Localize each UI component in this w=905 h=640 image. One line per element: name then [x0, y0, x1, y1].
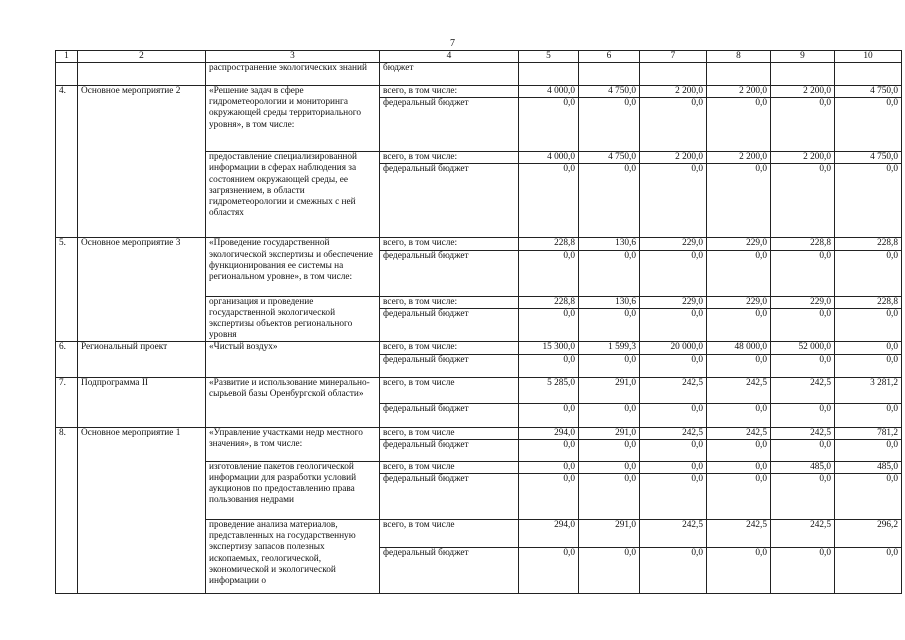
table-row [56, 63, 902, 86]
value-cell: 0,0 [640, 354, 707, 377]
value-cell: 0,0 [707, 164, 771, 238]
source-label: бюджет [380, 63, 519, 86]
value-cell: 781,2 [835, 427, 902, 439]
value-cell: 0,0 [640, 164, 707, 238]
value-cell: 130,6 [579, 296, 640, 308]
activity-desc: «Управление участками недр местного значения», в том числе: [206, 427, 380, 461]
value-cell: 242,5 [707, 427, 771, 439]
source-label: федеральный бюджет [380, 403, 519, 427]
value-cell: 0,0 [835, 403, 902, 427]
col-header: 10 [835, 51, 902, 63]
value-cell: 228,8 [835, 238, 902, 250]
col-header: 9 [771, 51, 835, 63]
activity-desc: «Проведение государственной экологической экспертизы и обеспечение функционирования ее системы на региональном уровне», в том числе: [206, 238, 380, 296]
col-header: 5 [519, 51, 579, 63]
value-cell: 291,0 [579, 377, 640, 403]
col-header: 2 [78, 51, 206, 63]
value-cell: 0,0 [771, 439, 835, 461]
value-cell: 0,0 [835, 98, 902, 152]
row-number: 6. [56, 342, 78, 377]
row-number: 8. [56, 427, 78, 593]
value-cell: 242,5 [640, 427, 707, 439]
value-cell: 0,0 [519, 308, 579, 341]
source-label: всего, в том числе: [380, 238, 519, 250]
value-cell: 0,0 [579, 461, 640, 473]
value-cell: 294,0 [519, 520, 579, 548]
activity-desc: «Развитие и использование минерально-сырьевой базы Оренбургской области» [206, 377, 380, 427]
value-cell: 0,0 [771, 354, 835, 377]
table-row [56, 427, 902, 439]
value-cell: 0,0 [707, 439, 771, 461]
value-cell: 2 200,0 [771, 86, 835, 98]
source-label: федеральный бюджет [380, 439, 519, 461]
value-cell: 4 000,0 [519, 86, 579, 98]
value-cell: 296,2 [835, 520, 902, 548]
value-cell: 0,0 [771, 403, 835, 427]
activity-name: Основное мероприятие 1 [78, 427, 206, 593]
value-cell: 3 281,2 [835, 377, 902, 403]
source-label: всего, в том числе: [380, 152, 519, 164]
row-number: 7. [56, 377, 78, 427]
value-cell: 485,0 [771, 461, 835, 473]
table-row [56, 86, 902, 98]
value-cell: 0,0 [707, 354, 771, 377]
value-cell: 228,8 [835, 296, 902, 308]
source-label: федеральный бюджет [380, 548, 519, 594]
value-cell: 0,0 [771, 474, 835, 520]
value-cell: 228,8 [519, 296, 579, 308]
value-cell: 0,0 [640, 98, 707, 152]
value-cell: 0,0 [519, 354, 579, 377]
col-header: 6 [579, 51, 640, 63]
value-cell: 4 750,0 [835, 152, 902, 164]
value-cell: 2 200,0 [640, 86, 707, 98]
value-cell: 0,0 [579, 403, 640, 427]
value-cell: 0,0 [707, 461, 771, 473]
value-cell: 0,0 [640, 548, 707, 594]
value-cell: 0,0 [519, 98, 579, 152]
value-cell: 0,0 [579, 308, 640, 341]
activity-desc: организация и проведение государственной экологической экспертизы объектов регионального уровня [206, 296, 380, 342]
budget-table [55, 50, 902, 594]
value-cell: 0,0 [640, 474, 707, 520]
value-cell: 0,0 [707, 98, 771, 152]
value-cell: 228,8 [771, 238, 835, 250]
value-cell: 0,0 [835, 250, 902, 296]
value-cell: 0,0 [579, 439, 640, 461]
value-cell: 291,0 [579, 520, 640, 548]
value-cell: 242,5 [771, 427, 835, 439]
value-cell: 229,0 [640, 296, 707, 308]
activity-name: Региональный проект [78, 342, 206, 377]
activity-name: Основное мероприятие 2 [78, 86, 206, 238]
source-label: федеральный бюджет [380, 474, 519, 520]
source-label: федеральный бюджет [380, 308, 519, 341]
value-cell: 242,5 [640, 377, 707, 403]
value-cell: 0,0 [640, 439, 707, 461]
value-cell: 294,0 [519, 427, 579, 439]
value-cell: 0,0 [519, 250, 579, 296]
value-cell: 20 000,0 [640, 342, 707, 354]
value-cell: 48 000,0 [707, 342, 771, 354]
source-label: всего, в том числе [380, 377, 519, 403]
value-cell: 0,0 [579, 548, 640, 594]
table-row [56, 238, 902, 250]
activity-name: Подпрограмма II [78, 377, 206, 427]
value-cell: 0,0 [835, 548, 902, 594]
value-cell: 0,0 [640, 461, 707, 473]
value-cell: 0,0 [707, 403, 771, 427]
value-cell: 4 750,0 [579, 152, 640, 164]
value-cell: 0,0 [707, 308, 771, 341]
source-label: всего, в том числе [380, 520, 519, 548]
value-cell: 0,0 [771, 250, 835, 296]
value-cell: 0,0 [579, 98, 640, 152]
col-header: 7 [640, 51, 707, 63]
value-cell: 242,5 [707, 520, 771, 548]
source-label: всего, в том числе: [380, 296, 519, 308]
value-cell: 291,0 [579, 427, 640, 439]
value-cell: 0,0 [835, 474, 902, 520]
value-cell: 15 300,0 [519, 342, 579, 354]
source-label: федеральный бюджет [380, 164, 519, 238]
value-cell: 0,0 [579, 474, 640, 520]
source-label: всего, в том числе: [380, 86, 519, 98]
source-label: всего, в том числе [380, 427, 519, 439]
value-cell: 0,0 [771, 308, 835, 341]
value-cell: 0,0 [579, 164, 640, 238]
activity-desc: проведение анализа материалов, представленных на государственную экспертизу запасов полезных ископаемых, геологической, экономической и экологической информации о [206, 520, 380, 594]
value-cell: 242,5 [771, 520, 835, 548]
value-cell: 0,0 [519, 403, 579, 427]
value-cell: 0,0 [835, 308, 902, 341]
source-label: всего, в том числе: [380, 342, 519, 354]
value-cell: 0,0 [519, 439, 579, 461]
value-cell: 2 200,0 [771, 152, 835, 164]
value-cell: 0,0 [519, 548, 579, 594]
value-cell: 130,6 [579, 238, 640, 250]
source-label: федеральный бюджет [380, 250, 519, 296]
value-cell: 4 000,0 [519, 152, 579, 164]
value-cell: 229,0 [640, 238, 707, 250]
value-cell: 0,0 [640, 308, 707, 341]
value-cell: 485,0 [835, 461, 902, 473]
col-header: 4 [380, 51, 519, 63]
row-number: 4. [56, 86, 78, 238]
value-cell: 2 200,0 [640, 152, 707, 164]
value-cell: 4 750,0 [835, 86, 902, 98]
activity-desc: изготовление пакетов геологической информации для разработки условий аукционов по предоставлению права пользования недрами [206, 461, 380, 519]
value-cell: 242,5 [771, 377, 835, 403]
value-cell: 1 599,3 [579, 342, 640, 354]
value-cell: 0,0 [519, 164, 579, 238]
value-cell: 0,0 [771, 548, 835, 594]
col-header: 3 [206, 51, 380, 63]
header-row [56, 51, 902, 63]
value-cell: 0,0 [519, 474, 579, 520]
value-cell: 0,0 [835, 164, 902, 238]
value-cell: 0,0 [835, 354, 902, 377]
activity-desc: распространение экологических знаний [206, 63, 380, 86]
value-cell: 229,0 [707, 238, 771, 250]
value-cell: 0,0 [640, 250, 707, 296]
table-row [56, 377, 902, 403]
activity-desc: «Решение задач в сфере гидрометеорологии и мониторинга окружающей среды территориального уровня», в том числе: [206, 86, 380, 152]
table-row [56, 342, 902, 354]
value-cell: 0,0 [835, 342, 902, 354]
value-cell: 0,0 [835, 439, 902, 461]
page-number: 7 [450, 38, 455, 49]
value-cell: 228,8 [519, 238, 579, 250]
value-cell: 0,0 [707, 250, 771, 296]
value-cell: 242,5 [640, 520, 707, 548]
row-number: 5. [56, 238, 78, 342]
value-cell: 0,0 [519, 461, 579, 473]
value-cell: 0,0 [579, 354, 640, 377]
source-label: федеральный бюджет [380, 98, 519, 152]
source-label: федеральный бюджет [380, 354, 519, 377]
value-cell: 52 000,0 [771, 342, 835, 354]
value-cell: 4 750,0 [579, 86, 640, 98]
value-cell: 0,0 [640, 403, 707, 427]
value-cell: 229,0 [771, 296, 835, 308]
value-cell: 0,0 [771, 98, 835, 152]
activity-desc: «Чистый воздух» [206, 342, 380, 377]
activity-name: Основное мероприятие 3 [78, 238, 206, 342]
value-cell: 229,0 [707, 296, 771, 308]
value-cell: 0,0 [707, 474, 771, 520]
value-cell: 0,0 [771, 164, 835, 238]
value-cell: 0,0 [579, 250, 640, 296]
col-header: 1 [56, 51, 78, 63]
value-cell: 2 200,0 [707, 86, 771, 98]
source-label: всего, в том числе [380, 461, 519, 473]
value-cell: 5 285,0 [519, 377, 579, 403]
activity-desc: предоставление специализированной информации в сферах наблюдения за состоянием окружающей среды, ее загрязнением, в области гидрометеорологии и смежных с ней областях [206, 152, 380, 238]
value-cell: 2 200,0 [707, 152, 771, 164]
value-cell: 242,5 [707, 377, 771, 403]
value-cell: 0,0 [707, 548, 771, 594]
col-header: 8 [707, 51, 771, 63]
